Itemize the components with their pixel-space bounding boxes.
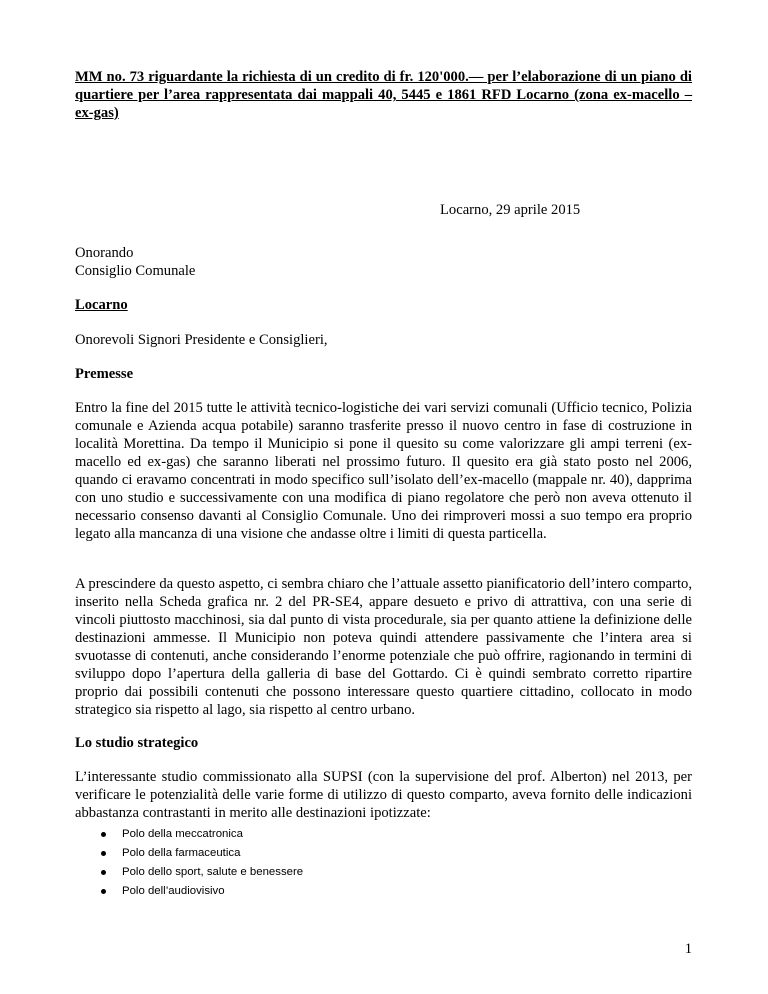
bullet-icon (101, 851, 106, 856)
document-page (75, 0, 692, 994)
date-line: Locarno, 29 aprile 2015 (440, 202, 581, 218)
bullet-icon (101, 832, 106, 837)
section-heading-studio-strategico: Lo studio strategico (75, 735, 199, 751)
salutation: Onorevoli Signori Presidente e Consiglieri, (75, 332, 328, 348)
page-number: 1 (684, 941, 692, 957)
addressee-city: Locarno (75, 297, 128, 313)
list-item (101, 863, 303, 882)
paragraph: A prescindere da questo aspetto, ci sembra chiaro che l’attuale assetto pianificatorio dell’intero comparto, inserito nella Scheda grafica nr. 2 del PR-SE4, appare desueto e privo di attrattiva, con una serie di vincoli piuttosto macchinosi, sia dal punto di vista procedurale, sia per quanto attiene la definizione delle destinazioni ammesse. Il Municipio non poteva quindi attendere passivamente che l’intera area si svuotasse di contenuti, anche considerando l’enorme potenziale che può offrire, ragionando in termini di sviluppo dopo l’apertura della galleria di base del Gottardo. Ci è quindi sembrato corretto ripartire proprio dai possibili contenuti che possono interessare questo quartiere cittadino, collocato in modo strategico sia rispetto al lago, sia rispetto al centro urbano. (75, 576, 692, 718)
list-item-label: Polo dell’audiovisivo (122, 885, 225, 897)
list-item (101, 825, 303, 844)
bullet-icon (101, 889, 106, 894)
list-item (101, 844, 303, 863)
addressee-line: Consiglio Comunale (75, 262, 196, 279)
bullet-icon (101, 870, 106, 875)
paragraph: Entro la fine del 2015 tutte le attività tecnico-logistiche dei vari servizi comunali (Ufficio tecnico, Polizia comunale e Azienda acqua potabile) saranno trasferite presso il nuovo centro in fase di costruzione in località Morettina. Da tempo il Municipio si pone il quesito su come valorizzare gli ampi terreni (ex-macello ed ex-gas) che saranno liberati nel prossimo futuro. Il quesito era già stato posto nel 2006, quando ci eravamo concentrati in modo specifico sull’isolato dell’ex-macello (mappale nr. 40), dapprima con uno studio e successivamente con una modifica di piano regolatore che però non aveva ottenuto il necessario consenso davanti al Consiglio Comunale. Uno dei rimproveri mossi a suo tempo era proprio legato alla mancanza di una visione che andasse oltre i limiti di questa particella. (75, 400, 692, 542)
list-item (101, 882, 303, 901)
list-item-label: Polo della meccatronica (122, 828, 243, 840)
addressee-line: Onorando (75, 245, 134, 261)
document-title: MM no. 73 riguardante la richiesta di un credito di fr. 120'000.— per l’elaborazione di un piano di quartiere per l’area rappresentata dai mappali 40, 5445 e 1861 RFD Locarno (zona ex-macello – ex-gas) (75, 69, 692, 121)
section-heading-premesse: Premesse (75, 366, 134, 382)
list-item-label: Polo della farmaceutica (122, 847, 241, 859)
addressee-block (75, 245, 195, 280)
list-item-label: Polo dello sport, salute e benessere (122, 866, 304, 878)
bullet-list (101, 825, 303, 901)
paragraph: L’interessante studio commissionato alla SUPSI (con la supervisione del prof. Alberton) nel 2013, per verificare le potenzialità delle varie forme di utilizzo di questo comparto, aveva fornito delle indicazioni abbastanza contrastanti in merito alle destinazioni ipotizzate: (75, 769, 692, 821)
